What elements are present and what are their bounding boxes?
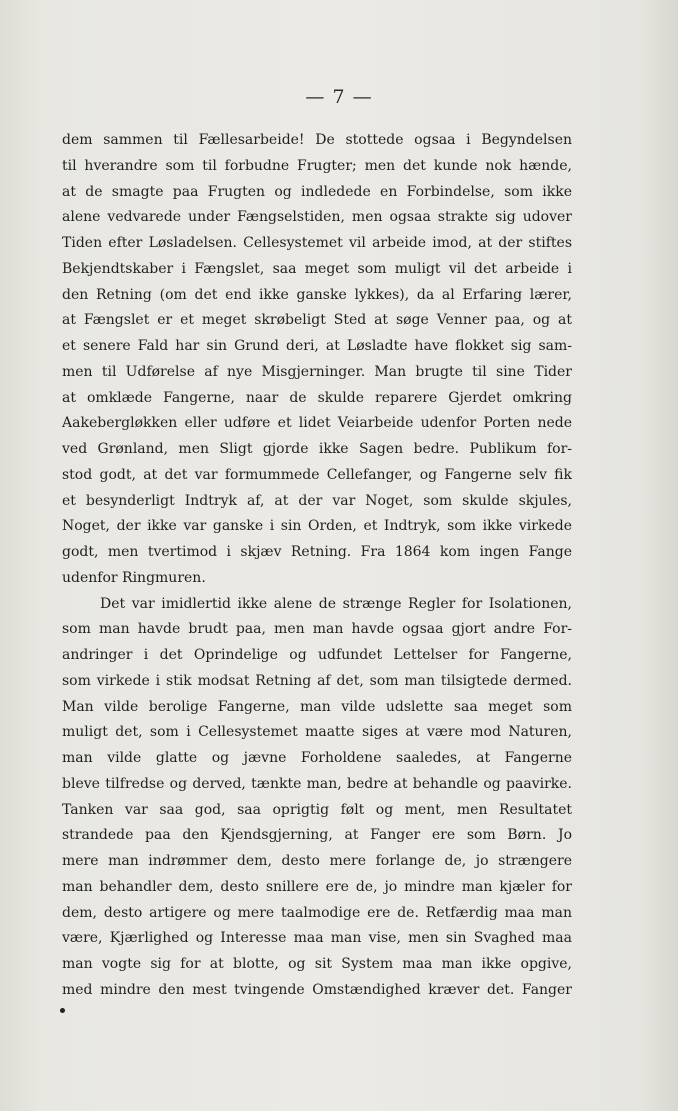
text-line: ved Grønland, men Sligt gjorde ikke Sagen bedre. Publikum for- <box>62 441 572 457</box>
text-line: godt, men tvertimod i skjæv Retning. Fra 1864 kom ingen Fange <box>62 544 572 560</box>
text-line: Man vilde berolige Fangerne, man vilde udslette saa meget som <box>62 698 572 715</box>
text-line: dem, desto artigere og mere taalmodige ere de. Retfærdig maa man <box>62 904 572 921</box>
text-line: Tiden efter Løsladelsen. Cellesystemet vil arbeide imod, at der stiftes <box>62 235 572 251</box>
text-line: Tanken var saa god, saa oprigtig følt og ment, men Resultatet <box>62 801 572 818</box>
text-line: dem sammen til Fællesarbeide! De stottede ogsaa i Begyndelsen <box>62 132 572 148</box>
text-line: med mindre den mest tvingende Omstændighed kræver det. Fanger <box>62 981 572 998</box>
text-line: et senere Fald har sin Grund deri, at Løsladte have flokket sig sam- <box>62 338 572 354</box>
text-line: et besynderligt Indtryk af, at der var Noget, som skulde skjules, <box>62 492 572 509</box>
text-line: til hverandre som til forbudne Frugter; men det kunde nok hænde, <box>62 157 572 174</box>
text-line: Noget, der ikke var ganske i sin Orden, et Indtryk, som ikke virkede <box>62 518 572 535</box>
text-line: stod godt, at det var formummede Cellefanger, og Fangerne selv fik <box>62 466 572 483</box>
text-line: at de smagte paa Frugten og indledede en Forbindelse, som ikke <box>62 183 572 200</box>
text-line: som man havde brudt paa, men man havde ogsaa gjort andre For- <box>62 621 572 638</box>
text-line: man vilde glatte og jævne Forholdene saaledes, at Fangerne <box>62 750 572 766</box>
body-text <box>62 128 572 1004</box>
paragraph-2 <box>62 592 572 1004</box>
text-line: Aakebergløkken eller udføre et lidet Veiarbeide udenfor Porten nede <box>62 415 572 432</box>
text-line: udenfor Ringmuren. <box>62 569 206 586</box>
text-line: man vogte sig for at blotte, og sit System maa man ikke opgive, <box>62 956 572 972</box>
text-line: bleve tilfredse og derved, tænkte man, bedre at behandle og paavirke. <box>62 775 572 792</box>
ink-speck <box>60 1008 65 1013</box>
text-line: mere man indrømmer dem, desto mere forlange de, jo strængere <box>62 853 572 869</box>
text-line: som virkede i stik modsat Retning af det, som man tilsigtede dermed. <box>62 672 572 689</box>
paragraph-1 <box>62 128 572 592</box>
text-line: man behandler dem, desto snillere ere de, jo mindre man kjæler for <box>62 878 572 895</box>
text-line: muligt det, som i Cellesystemet maatte siges at være mod Naturen, <box>62 724 572 741</box>
text-line: andringer i det Oprindelige og udfundet Lettelser for Fangerne, <box>62 647 572 663</box>
text-line: alene vedvarede under Fængselstiden, men ogsaa strakte sig udover <box>62 209 572 226</box>
text-line: strandede paa den Kjendsgjerning, at Fanger ere som Børn. Jo <box>62 827 572 844</box>
text-line: at omklæde Fangerne, naar de skulde reparere Gjerdet omkring <box>62 389 572 406</box>
text-line: være, Kjærlighed og Interesse maa man vise, men sin Svaghed maa <box>62 930 572 947</box>
text-line: Det var imidlertid ikke alene de strænge Regler for Isolationen, <box>100 595 572 612</box>
text-line: Bekjendtskaber i Fængslet, saa meget som muligt vil det arbeide i <box>62 260 572 277</box>
text-line: den Retning (om det end ikke ganske lykkes), da al Erfaring lærer, <box>62 286 572 303</box>
page-number: — 7 — <box>305 86 373 108</box>
text-line: at Fængslet er et meget skrøbeligt Sted at søge Venner paa, og at <box>62 312 572 329</box>
text-line: men til Udførelse af nye Misgjerninger. Man brugte til sine Tider <box>62 363 572 380</box>
